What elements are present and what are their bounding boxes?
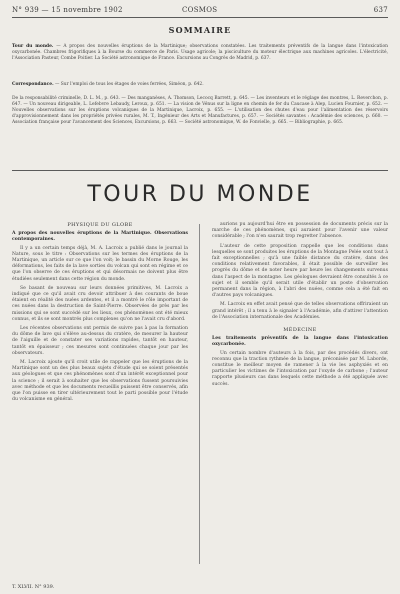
paragraph: M. Lacroix en effet avait pensé que de telles observations offriraient un grand intérêt ; il a tenu à le signaler à l'Académie, afin d'attirer l'attention de l'Association internationale des Académies. <box>212 302 388 320</box>
article-title-martinique: A propos des nouvelles éruptions de la Martinique. Observations contemporaines. <box>12 231 188 243</box>
summary-tour-label: Tour du monde. <box>12 44 54 49</box>
summary-body: De la responsabilité criminelle, D. L. M., p. 643. — Des manganèses, A. Thomson, Lecocq Barrett, p. 645. — Les inventeurs et le réglage des montres, L. Reverchon, p. 647. — Un nouveau dirigeable, L. Lefebvre Lebaudy, Leroux, p. 651. — La vision de Vénus sur la ligne en chemin de fer du Caucase à Alep, Lucien Fournier, p. 652. — Nouvelles observations sur les éruptions volcaniques de la Martinique, Lacroix, p. 655. — L'utilisation des chutes d'eau pour l'alimentation des réservoirs d'approvisionnement dans les propriétés privées rurales, M. T., Ingénieur des Arts et Manufactures, p. 657. — Sociétés savantes : Académie des sciences, p. 660. — Association française pour l'avancement des Sciences, Excursions, p. 663. — Société astronomique, W. de Fonvielle, p. 665. — Bibliographie, p. 665. <box>12 96 388 126</box>
paragraph: Il y a un certain temps déjà, M. A. Lacroix a publié dans le journal la Nature, sous le titre : Observations sur les termes des éruptions de la Martinique, un article sur ce que l'on voit; le bassin du Morne Rouge, les déformations, les faits de la lave sorties du volcan qui sont en régime et ce que l'on observe de ces éruptions et qui désormais ne doivent plus être étudiées seulement dans cette région du monde. <box>12 245 188 282</box>
paragraph: M. Lacroix ajoute qu'il croit utile de rappeler que les éruptions de la Martinique sont un des plus beaux sujets d'étude qui se soient présentés aux géologues et que ces phénomènes sont d'un intérêt exceptionnel pour la science ; il serait à souhaiter que les observations fussent poursuivies avec méthode et que les documents recueillis puissent être conservés, afin que l'on puisse en tirer ultérieurement tout le parti possible pour l'étude du volcanisme en général. <box>12 360 188 403</box>
sommaire-title: SOMMAIRE <box>168 25 232 35</box>
paragraph: Se basant de nouveau sur leurs données primitives, M. Lacroix a indiqué que ce qu'il avait cru devoir attribuer à des courants de boue étaient en réalité des nuées ardentes, et il a montré le rôle important de ces nuées dans la destruction de Saint-Pierre. Observées de près par les missions qui se sont succédé sur les lieux, ces phénomènes ont été mieux connus, et ils se sont montrés plus complexes qu'on ne l'avait cru d'abord. <box>12 285 188 322</box>
page-number: 637 <box>373 6 388 14</box>
left-column <box>12 222 188 406</box>
paragraph: Les récentes observations ont permis de suivre pas à pas la formation du dôme de lave qui s'élève au-dessus du cratère, de mesurer la hauteur de l'aiguille et de constater ses variations rapides, tantôt en hauteur, tantôt en épaisseur ; ces mesures sont continuées chaque jour par les observateurs. <box>12 326 188 356</box>
column-divider <box>199 224 200 564</box>
medecine-heading: MÉDECINE <box>283 327 317 334</box>
paragraph: L'auteur de cette proposition rappelle que les conditions dans lesquelles se sont produites les éruptions de la Montagne Pelée sont tout à fait exceptionnelles ; qu'à une faible distance du cratère, dans des conditions relativement favorables, il était possible de surveiller les progrès du dôme et de noter heure par heure les changements survenus dans l'aspect de la montagne. Les géologues devraient être consultés à ce sujet et il semble qu'il serait utile d'établir un poste d'observation permanent dans la région, à l'abri des nuées, comme cela a été fait en d'autres pays volcaniques. <box>212 243 388 299</box>
summary-rule <box>12 170 388 171</box>
journal-name: COSMOS <box>182 6 218 14</box>
summary-corr-label: Correspondance. <box>12 82 54 87</box>
issue-date: N° 939 — 15 novembre 1902 <box>12 6 123 14</box>
paragraph: aurions pu aujourd'hui être en possession de documents précis sur la marche de ces phénomènes, qui auraient pour l'avenir une valeur considérable ; l'on n'en saurait trop regretter l'absence. <box>212 222 388 240</box>
summary-corr-text: — Sur l'emploi de tous les étages de voies ferrées, Siméon, p. 642. <box>55 82 204 87</box>
header-rule <box>12 17 388 18</box>
summary-correspondance <box>12 82 388 88</box>
summary-tour <box>12 44 388 62</box>
physique-heading: PHYSIQUE DU GLOBE <box>67 222 133 228</box>
section-title: TOUR DU MONDE <box>87 182 313 207</box>
right-column <box>212 222 388 391</box>
volume-footer: T. XLVII. N° 939. <box>12 584 55 590</box>
paragraph: Un certain nombre d'auteurs à la fois, par des procédés divers, ont reconnu que la traction rythmée de la langue, préconisée par M. Laborde, constitue le meilleur moyen de ramener à la vie les asphyxiés et en particulier les victimes de l'intoxication par l'oxyde de carbone ; l'auteur rapporte plusieurs cas dans lesquels cette méthode a été appliquée avec succès. <box>212 350 388 387</box>
summary-tour-text: — A propos des nouvelles éruptions de la Martinique; observations constatées. Les traitements préventifs de la langue dans l'intoxication oxycarbonée. Chambres frigorifiques à la Bourse du commerce de Paris. Usage agricole; la pisciculture du moteur électrique aux machines agricoles. L'électricité, l'Association Pasteur, Combe Poitier. La Société astronomique de France. Excursions au Congrès de Madrid, p. 637. <box>12 44 388 62</box>
article-title-langue: Les traitements préventifs de la langue dans l'intoxication oxycarbonée. <box>212 336 388 348</box>
